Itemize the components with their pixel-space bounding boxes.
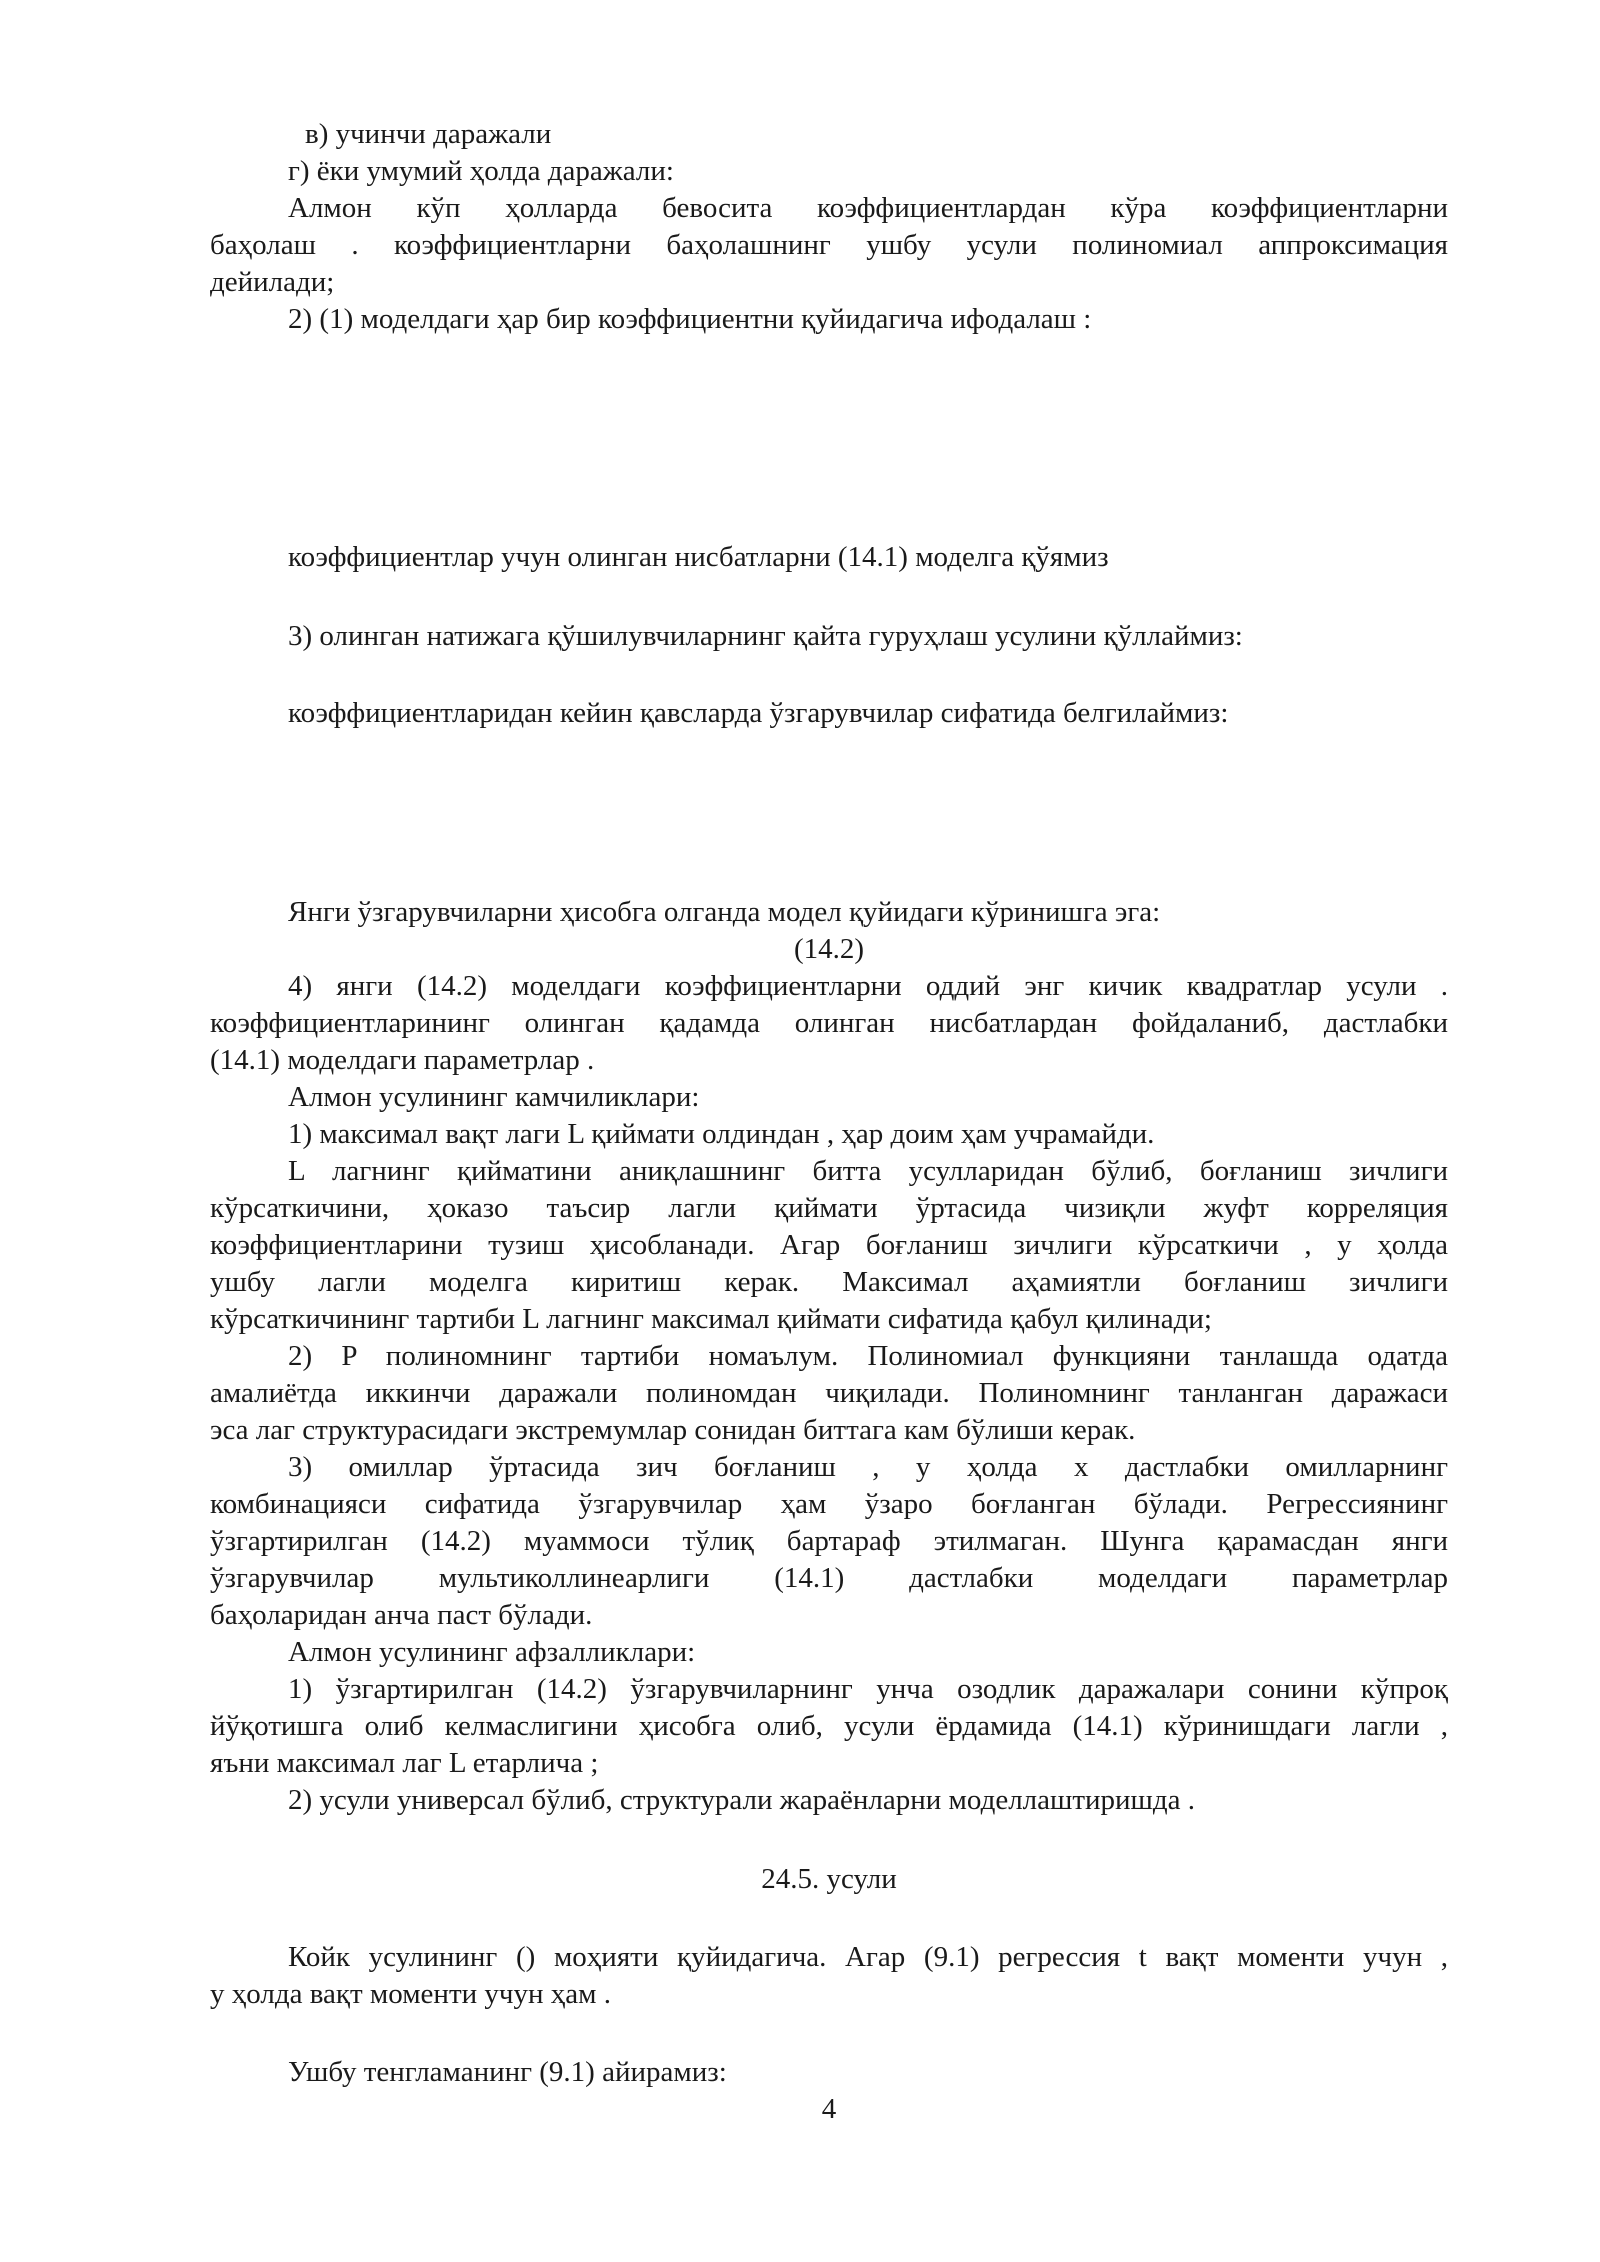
text-line: коэффициентлар учун олинган нисбатларни (14.1) моделга қўямиз bbox=[288, 541, 1109, 573]
text-line: г) ёки умумий ҳолда даражали: bbox=[288, 155, 674, 187]
text-line: Койк усулининг () моҳияти қуйидагича. Агар (9.1) регрессия t вақт моменти учун , bbox=[288, 1941, 1448, 1973]
text-line: Алмон усулининг камчиликлари: bbox=[288, 1081, 700, 1113]
text-line: кўрсаткичининг тартиби L лагнинг максимал қиймати сифатида қабул қилинади; bbox=[210, 1303, 1212, 1335]
text-line: йўқотишга олиб келмаслигини ҳисобга олиб, усули ёрдамида (14.1) кўринишдаги лагли , bbox=[210, 1710, 1448, 1742]
text-line: 2) (1) моделдаги ҳар бир коэффициентни қуйидагича ифодалаш : bbox=[288, 303, 1092, 335]
text-line: 2) P полиномнинг тартиби номаълум. Полиномиал функцияни танлашда одатда bbox=[288, 1340, 1448, 1372]
text-line: ўзгартирилган (14.2) муаммоси тўлиқ бартараф этилмаган. Шунга қарамасдан янги bbox=[210, 1525, 1448, 1557]
text-line: 2) усули универсал бўлиб, структурали жараёнларни моделлаштиришда . bbox=[288, 1784, 1196, 1816]
text-line: 3) омиллар ўртасида зич боғланиш , у ҳолда x дастлабки омилларнинг bbox=[288, 1451, 1448, 1483]
text-line: 4) янги (14.2) моделдаги коэффициентларни оддий энг кичик квадратлар усули . bbox=[288, 970, 1448, 1002]
text-line: L лагнинг қийматини аниқлашнинг битта усулларидан бўлиб, боғланиш зичлиги bbox=[288, 1155, 1448, 1187]
text-line: Ушбу тенгламанинг (9.1) айирамиз: bbox=[288, 2056, 727, 2088]
text-line: коэффициентларидан кейин қавсларда ўзгарувчилар сифатида белгилаймиз: bbox=[288, 697, 1229, 729]
text-line: комбинацияси сифатида ўзгарувчилар ҳам ўзаро боғланган бўлади. Регрессиянинг bbox=[210, 1488, 1448, 1520]
text-line: кўрсаткичини, ҳоказо таъсир лагли қиймати ўртасида чизиқли жуфт корреляция bbox=[210, 1192, 1448, 1224]
text-line: дейилади; bbox=[210, 266, 335, 298]
text-line: Алмон кўп ҳолларда бевосита коэффициентлардан кўра коэффициентларни bbox=[288, 192, 1448, 224]
text-line: ўзгарувчилар мультиколлинеарлиги (14.1) дастлабки моделдаги параметрлар bbox=[210, 1562, 1448, 1594]
text-line: 3) олинган натижага қўшилувчиларнинг қайта гуруҳлаш усулини қўллаймиз: bbox=[288, 620, 1243, 652]
text-line: Алмон усулининг афзалликлари: bbox=[288, 1636, 696, 1668]
section-heading: 24.5. усули bbox=[761, 1863, 897, 1895]
text-line: яъни максимал лаг L етарлича ; bbox=[210, 1747, 599, 1779]
text-line: коэффициентларининг олинган қадамда олинган нисбатлардан фойдаланиб, дастлабки bbox=[210, 1007, 1448, 1039]
text-line: в) учинчи даражали bbox=[305, 118, 552, 150]
text-line: баҳолаш . коэффициентларни баҳолашнинг ушбу усули полиномиал аппроксимация bbox=[210, 229, 1448, 261]
text-line: у ҳолда вақт моменти учун ҳам . bbox=[210, 1978, 611, 2010]
text-line: Янги ўзгарувчиларни ҳисобга олганда модел қуйидаги кўринишга эга: bbox=[288, 896, 1161, 928]
equation-number: (14.2) bbox=[793, 933, 865, 965]
page-number: 4 bbox=[821, 2093, 837, 2125]
text-line: 1) максимал вақт лаги L қиймати олдиндан , ҳар доим ҳам учрамайди. bbox=[288, 1118, 1155, 1150]
text-line: амалиётда иккинчи даражали полиномдан чиқилади. Полиномнинг танланган даражаси bbox=[210, 1377, 1448, 1409]
text-line: ушбу лагли моделга киритиш керак. Максимал аҳамиятли боғланиш зичлиги bbox=[210, 1266, 1448, 1298]
text-line: баҳоларидан анча паст бўлади. bbox=[210, 1599, 593, 1631]
text-line: 1) ўзгартирилган (14.2) ўзгарувчиларнинг унча озодлик даражалари сонини кўпроқ bbox=[288, 1673, 1448, 1705]
text-line: (14.1) моделдаги параметрлар . bbox=[210, 1044, 595, 1076]
text-line: коэффициентларини тузиш ҳисобланади. Агар боғланиш зичлиги кўрсаткичи , у ҳолда bbox=[210, 1229, 1448, 1261]
text-line: эса лаг структурасидаги экстремумлар сонидан биттага кам бўлиши керак. bbox=[210, 1414, 1136, 1446]
